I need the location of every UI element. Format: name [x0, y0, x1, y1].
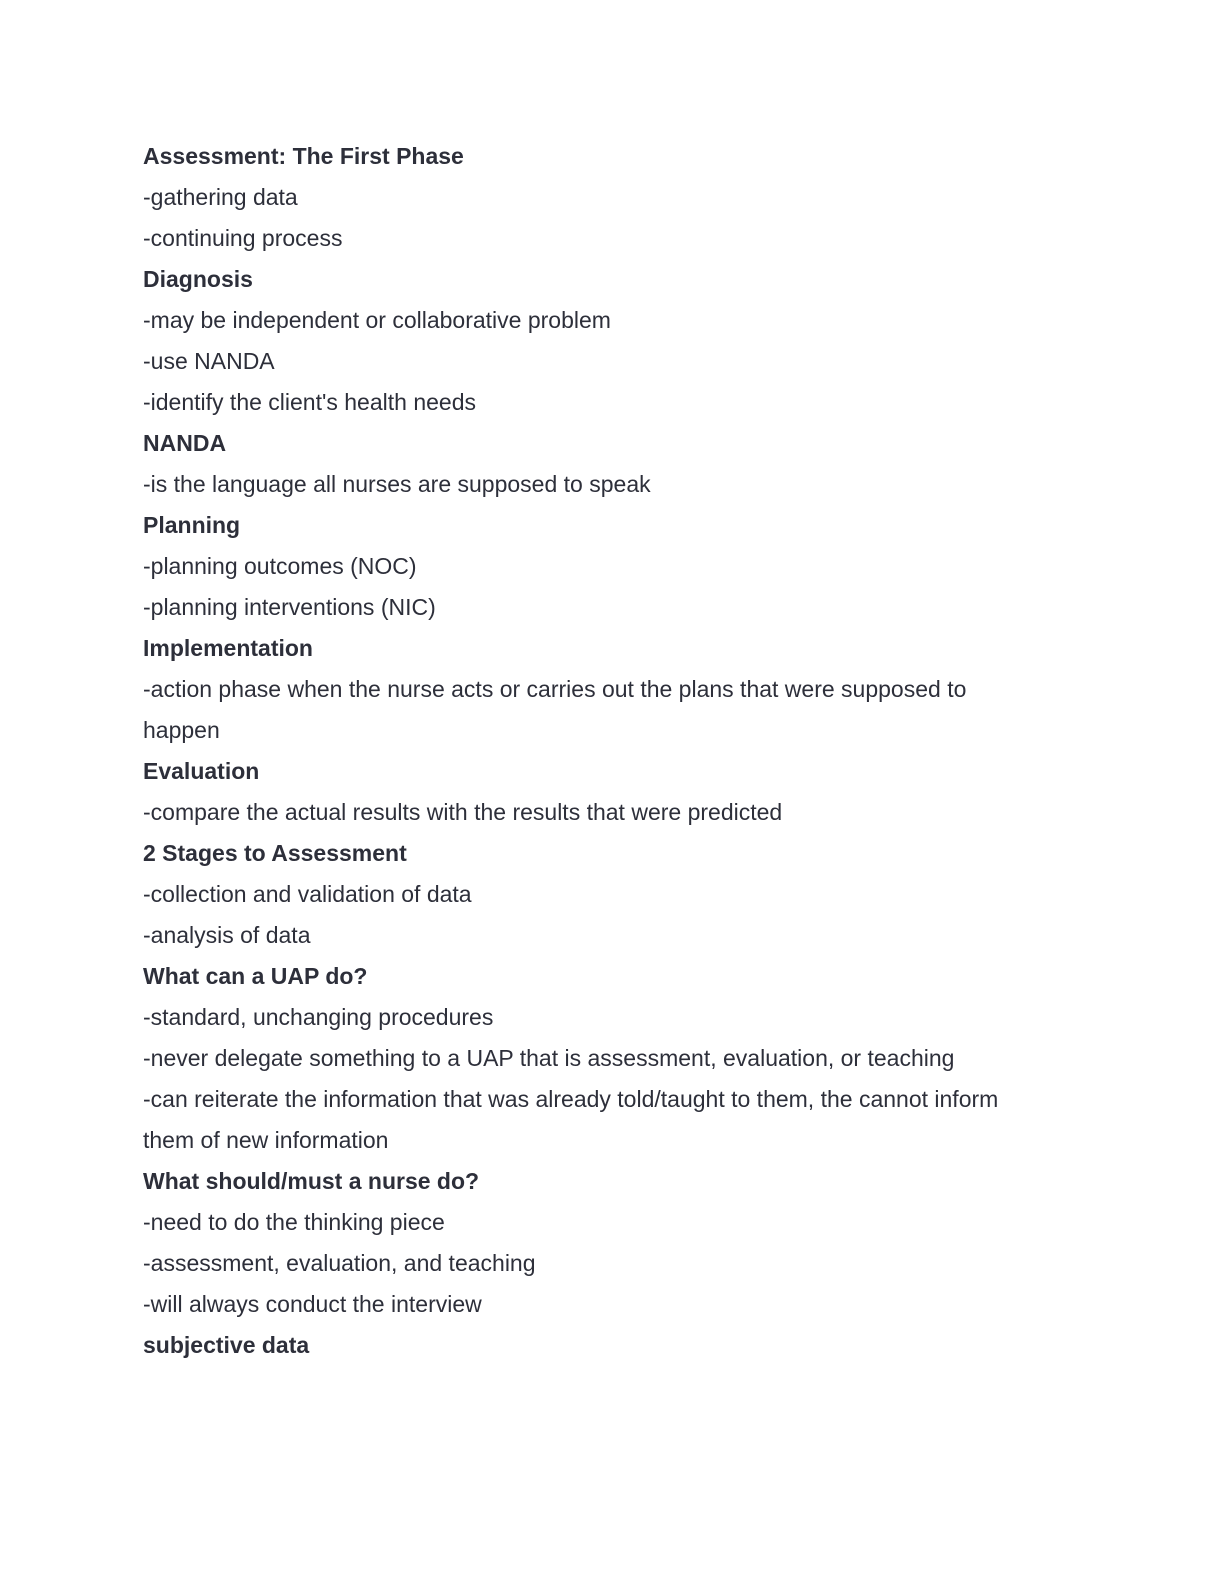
bullet-item: -may be independent or collaborative problem	[143, 307, 611, 333]
bullet-item: -collection and validation of data	[143, 881, 472, 907]
section-heading: Planning	[143, 512, 241, 538]
bullet-item: -analysis of data	[143, 922, 311, 948]
bullet-item: -identify the client's health needs	[143, 389, 476, 415]
section-two-stages	[143, 833, 1043, 956]
section-heading: Implementation	[143, 635, 313, 661]
section-heading: Assessment: The First Phase	[143, 143, 464, 169]
section-subjective-data	[143, 1325, 1043, 1366]
bullet-item: -use NANDA	[143, 348, 275, 374]
section-heading: Diagnosis	[143, 266, 253, 292]
section-evaluation	[143, 751, 1043, 833]
bullet-item: -never delegate something to a UAP that is assessment, evaluation, or teaching	[143, 1045, 955, 1071]
section-heading: 2 Stages to Assessment	[143, 840, 407, 866]
bullet-item: -assessment, evaluation, and teaching	[143, 1250, 536, 1276]
bullet-item: -planning outcomes (NOC)	[143, 553, 417, 579]
bullet-item: -action phase when the nurse acts or carries out the plans that were supposed to happen	[143, 676, 967, 743]
section-heading: What can a UAP do?	[143, 963, 368, 989]
bullet-item: -can reiterate the information that was already told/taught to them, the cannot inform them of new information	[143, 1086, 999, 1153]
bullet-item: -need to do the thinking piece	[143, 1209, 445, 1235]
section-heading: Evaluation	[143, 758, 260, 784]
section-heading: subjective data	[143, 1332, 310, 1358]
section-planning	[143, 505, 1043, 628]
bullet-item: -compare the actual results with the results that were predicted	[143, 799, 783, 825]
section-uap	[143, 956, 1043, 1161]
section-heading: What should/must a nurse do?	[143, 1168, 480, 1194]
section-assessment	[143, 136, 1043, 259]
bullet-item: -is the language all nurses are supposed to speak	[143, 471, 651, 497]
bullet-item: -planning interventions (NIC)	[143, 594, 436, 620]
section-heading: NANDA	[143, 430, 227, 456]
section-nurse	[143, 1161, 1043, 1325]
section-nanda	[143, 423, 1043, 505]
section-implementation	[143, 628, 1043, 751]
document-page	[143, 136, 1043, 1366]
bullet-item: -gathering data	[143, 184, 298, 210]
section-diagnosis	[143, 259, 1043, 423]
bullet-item: -will always conduct the interview	[143, 1291, 482, 1317]
bullet-item: -continuing process	[143, 225, 343, 251]
bullet-item: -standard, unchanging procedures	[143, 1004, 494, 1030]
